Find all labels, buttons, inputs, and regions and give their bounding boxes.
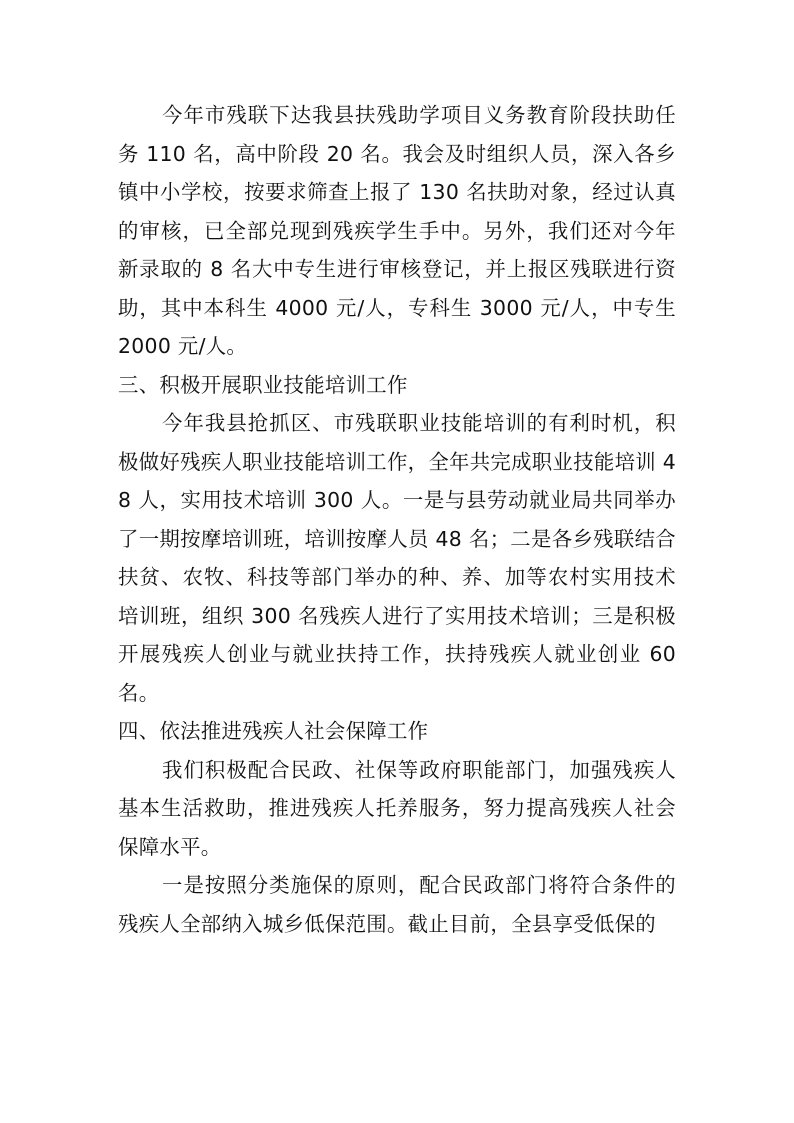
paragraph-minimum-living-allowance: 一是按照分类施保的原则，配合民政部门将符合条件的残疾人全部纳入城乡低保范围。截止目前，全县享受低保的 [118,873,676,936]
paragraph-student-aid: 今年市残联下达我县扶残助学项目义务教育阶段扶助任务 110 名，高中阶段 20 名。我会及时组织人员，深入各乡镇中小学校，按要求筛查上报了 130 名扶助对象，经过认真的审核，已全部兑现到残疾学生手中。另外，我们还对今年新录取的 8 名大中专生进行审核登记，并上报区残联进行资助，其中本科生 4000 元/人，专科生 3000 元/人，中专生 2000 元/人。 [118,103,676,358]
section-heading-social-security: 四、依法推进残疾人社会保障工作 [118,719,429,743]
section-heading-vocational-training: 三、积极开展职业技能培训工作 [118,372,408,397]
paragraph-social-security-intro: 我们积极配合民政、社保等政府职能部门，加强残疾人基本生活救助，推进残疾人托养服务，努力提高残疾人社会保障水平。 [118,757,676,859]
document-body [118,96,676,943]
paragraph-vocational-training: 今年我县抢抓区、市残联职业技能培训的有利时机，积极做好残疾人职业技能培训工作，全年共完成职业技能培训 48 人，实用技术培训 300 人。一是与县劳动就业局共同举办了一期按摩培训班，培训按摩人员 48 名；二是各乡残联结合扶贫、农牧、科技等部门举办的种、养、加等农村实用技术培训班，组织 300 名残疾人进行了实用技术培训；三是积极开展残疾人创业与就业扶持工作，扶持残疾人就业创业 60 名。 [118,411,677,705]
